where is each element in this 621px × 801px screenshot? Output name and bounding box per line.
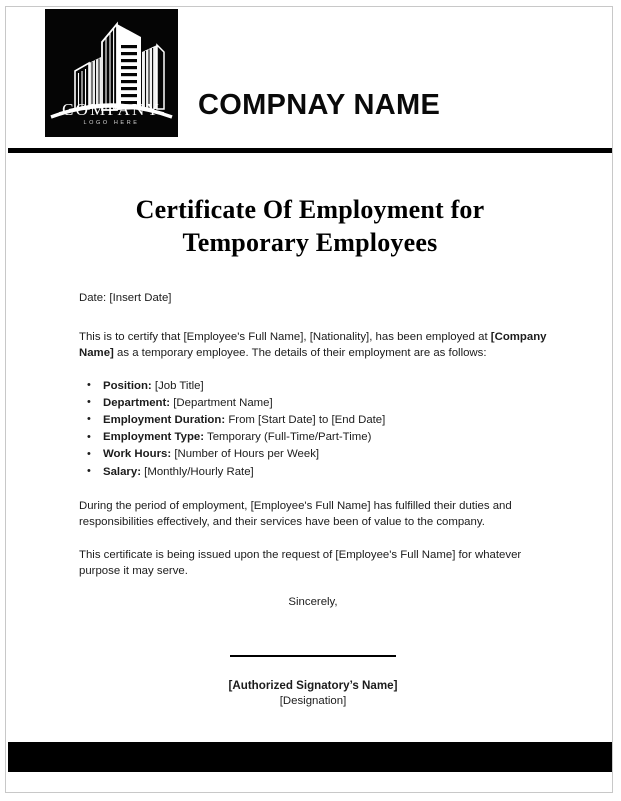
detail-label: Employment Type:	[103, 431, 205, 444]
date-label: Date:	[79, 292, 107, 304]
detail-label: Salary:	[103, 465, 141, 478]
list-item	[103, 446, 547, 462]
signatory-name: [Authorized Signatory’s Name]	[228, 678, 398, 692]
detail-value: [Monthly/Hourly Rate]	[144, 465, 254, 478]
detail-label: Work Hours:	[103, 448, 172, 461]
date-line	[79, 290, 547, 307]
intro-paragraph	[79, 329, 547, 362]
detail-value: From [Start Date] to [End Date]	[228, 413, 386, 426]
list-item	[103, 429, 547, 445]
list-item	[103, 412, 547, 428]
signature-line	[230, 655, 396, 657]
intro-company-name: [Company Name]	[79, 330, 547, 359]
detail-value: [Number of Hours per Week]	[174, 448, 320, 461]
detail-value: [Department Name]	[173, 396, 273, 409]
performance-paragraph: During the period of employment, [Employee's Full Name] has fulfilled their duties and responsibilities effectively, and their services have been of value to the company.	[79, 499, 512, 529]
document-body	[79, 290, 547, 596]
page-title-line1: Certificate Of Employment for	[135, 195, 485, 224]
detail-value: Temporary (Full-Time/Part-Time)	[207, 431, 372, 444]
employment-details-list	[79, 378, 547, 480]
page-title	[34, 193, 586, 259]
document-header	[6, 7, 612, 143]
logo-subtitle: LOGO HERE	[83, 120, 140, 126]
signature-block	[79, 596, 547, 707]
intro-text-end: as a temporary employee. The details of their employment are as follows:	[113, 347, 487, 359]
detail-label: Department:	[103, 396, 171, 409]
document-page	[5, 6, 613, 793]
footer-bar	[8, 742, 612, 772]
detail-value: [Job Title]	[154, 379, 204, 392]
list-item	[103, 395, 547, 411]
purpose-paragraph: This certificate is being issued upon the request of [Employee's Full Name] for whatever purpose it may serve.	[79, 548, 522, 578]
closing-salutation: Sincerely,	[288, 596, 338, 608]
list-item	[103, 464, 547, 480]
company-logo	[45, 9, 178, 137]
date-value: [Insert Date]	[109, 292, 172, 304]
page-title-line2: Temporary Employees	[182, 228, 438, 257]
detail-label: Employment Duration:	[103, 413, 226, 426]
logo-company-word: COMPANY	[62, 100, 161, 119]
header-divider	[8, 148, 612, 153]
signatory-designation: [Designation]	[279, 694, 347, 707]
company-name-heading: COMPNAY NAME	[198, 89, 441, 121]
list-item	[103, 378, 547, 394]
intro-text-start: This is to certify that [Employee's Full Name], [Nationality], has been employed at	[79, 330, 491, 343]
detail-label: Position:	[103, 379, 152, 392]
